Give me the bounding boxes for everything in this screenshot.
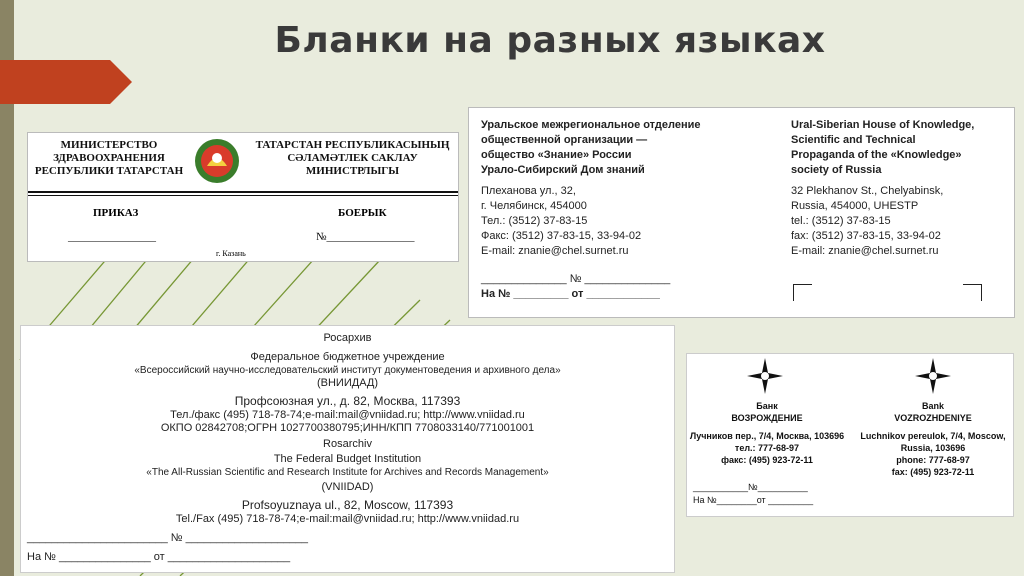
header-line: ЗДРАВООХРАНЕНИЯ — [53, 152, 165, 164]
bank-line: phone: 777-68-97 — [896, 455, 970, 465]
text-line: ОКПО 02842708;ОГРН 1027700380795;ИНН/КПП 7708033140/771001001 — [160, 422, 535, 434]
address-line: E-mail: znanie@chel.surnet.ru — [481, 245, 629, 257]
org-line: общественной организации — — [481, 134, 648, 146]
right-address — [791, 184, 943, 259]
bank-line: Bank — [921, 401, 944, 411]
bank-line: VOZROZHDENIYE — [894, 413, 972, 423]
bank-line: тел.: 777-68-97 — [734, 443, 800, 453]
number-line: _______________________ № ____________________ — [27, 532, 308, 544]
bank-star-logo-icon — [747, 358, 783, 394]
org-line: society of Russia — [791, 164, 882, 176]
org-line: Propaganda of the «Knowledge» — [791, 149, 962, 161]
reference-line: На №________от _________ — [693, 495, 814, 505]
form-tatarstan — [27, 132, 459, 262]
form-ural-siberian — [468, 107, 1015, 318]
text-line: (VNIIDAD) — [321, 481, 374, 493]
address-corner-mark-right — [963, 284, 982, 301]
city-label: г. Казань — [216, 249, 246, 258]
text-line: «The All-Russian Scientific and Research Institute for Archives and Records Management» — [146, 467, 549, 478]
header-divider-thin — [28, 195, 458, 196]
bank-star-logo-icon — [915, 358, 951, 394]
org-line: Ural-Siberian House of Knowledge, — [791, 119, 975, 131]
text-line: (ВНИИДАД) — [316, 377, 379, 389]
address-line: Тел.: (3512) 37-83-15 — [481, 215, 588, 227]
header-line: МИНИСТРЛЫГЫ — [305, 165, 400, 177]
left-address — [481, 184, 641, 259]
reference-line: На № _______________ от ____________________ — [27, 551, 291, 563]
header-divider — [28, 191, 458, 193]
slide-title: Бланки на разных языках — [274, 20, 826, 61]
bank-line: Банк — [756, 401, 778, 411]
left-org-name — [481, 118, 701, 178]
text-line: Тел./факс (495) 718-78-74;e-mail:mail@vniidad.ru; http://www.vniidad.ru — [170, 409, 525, 421]
org-line: общество «Знание» России — [481, 149, 632, 161]
bank-line: Russia, 103696 — [900, 443, 966, 453]
text-line: Федеральное бюджетное учреждение — [250, 351, 445, 363]
text-line: Tel./Fax (495) 718-78-74;e-mail:mail@vniidad.ru; http://www.vniidad.ru — [175, 513, 520, 525]
accent-arrow-tab — [0, 60, 132, 104]
address-line: Факс: (3512) 37-83-15, 33-94-02 — [481, 230, 642, 242]
address-line: Плеханова ул., 32, — [481, 185, 576, 197]
address-line: tel.: (3512) 37-83-15 — [791, 215, 891, 227]
date-line: ________________ — [68, 231, 156, 243]
text-line: Rosarchiv — [323, 438, 372, 450]
address-line: Russia, 454000, UHESTP — [791, 200, 919, 212]
reference-line: На № _________ от ____________ — [481, 288, 660, 300]
org-line: Урало-Сибирский Дом знаний — [481, 164, 645, 176]
text-line: Profsoyuznaya ul., 82, Moscow, 117393 — [241, 498, 454, 512]
number-line: №________________ — [316, 231, 415, 243]
bank-line: ВОЗРОЖДЕНИЕ — [731, 413, 803, 423]
header-line: ТАТАРСТАН РЕСПУБЛИКАСЫНЫҢ — [255, 139, 450, 151]
address-corner-mark-left — [793, 284, 812, 301]
bank-line: fax: (495) 923-72-11 — [891, 467, 975, 477]
address-line: г. Челябинск, 454000 — [481, 200, 587, 212]
form-bank-vozrozhdenie — [686, 353, 1014, 517]
address-line: E-mail: znanie@chel.surnet.ru — [791, 245, 939, 257]
left-bank-block — [687, 400, 847, 466]
header-line: СӘЛАМӘТЛЕК САКЛАУ — [287, 152, 418, 164]
order-label-tt: БОЕРЫК — [338, 207, 387, 219]
text-line: Профсоюзная ул., д. 82, Москва, 117393 — [234, 394, 461, 408]
address-line: fax: (3512) 37-83-15, 33-94-02 — [791, 230, 941, 242]
left-header — [34, 139, 184, 178]
number-line: ______________ № ______________ — [481, 273, 671, 285]
bank-line: Luchnikov pereulok, 7/4, Moscow, — [860, 431, 1006, 441]
bank-line: Лучников пер., 7/4, Москва, 103696 — [689, 431, 845, 441]
text-line: «Всероссийский научно-исследовательский институт документоведения и архивного дела» — [134, 365, 561, 376]
right-org-name — [791, 118, 974, 178]
tatarstan-emblem-icon — [193, 136, 241, 186]
header-line: РЕСПУБЛИКИ ТАТАРСТАН — [34, 165, 184, 177]
number-line: ___________№__________ — [693, 482, 808, 492]
header-line: МИНИСТЕРСТВО — [60, 139, 158, 151]
text-line: The Federal Budget Institution — [273, 453, 422, 465]
bank-line: факс: (495) 923-72-11 — [721, 455, 813, 465]
address-line: 32 Plekhanov St., Chelyabinsk, — [791, 185, 944, 197]
right-header — [250, 139, 455, 178]
text-line: Росархив — [323, 332, 372, 344]
org-line: Уральское межрегиональное отделение — [481, 119, 701, 131]
form-vniidad — [20, 325, 675, 573]
order-label-ru: ПРИКАЗ — [93, 207, 139, 219]
org-line: Scientific and Technical — [791, 134, 916, 146]
right-bank-block — [853, 400, 1013, 478]
